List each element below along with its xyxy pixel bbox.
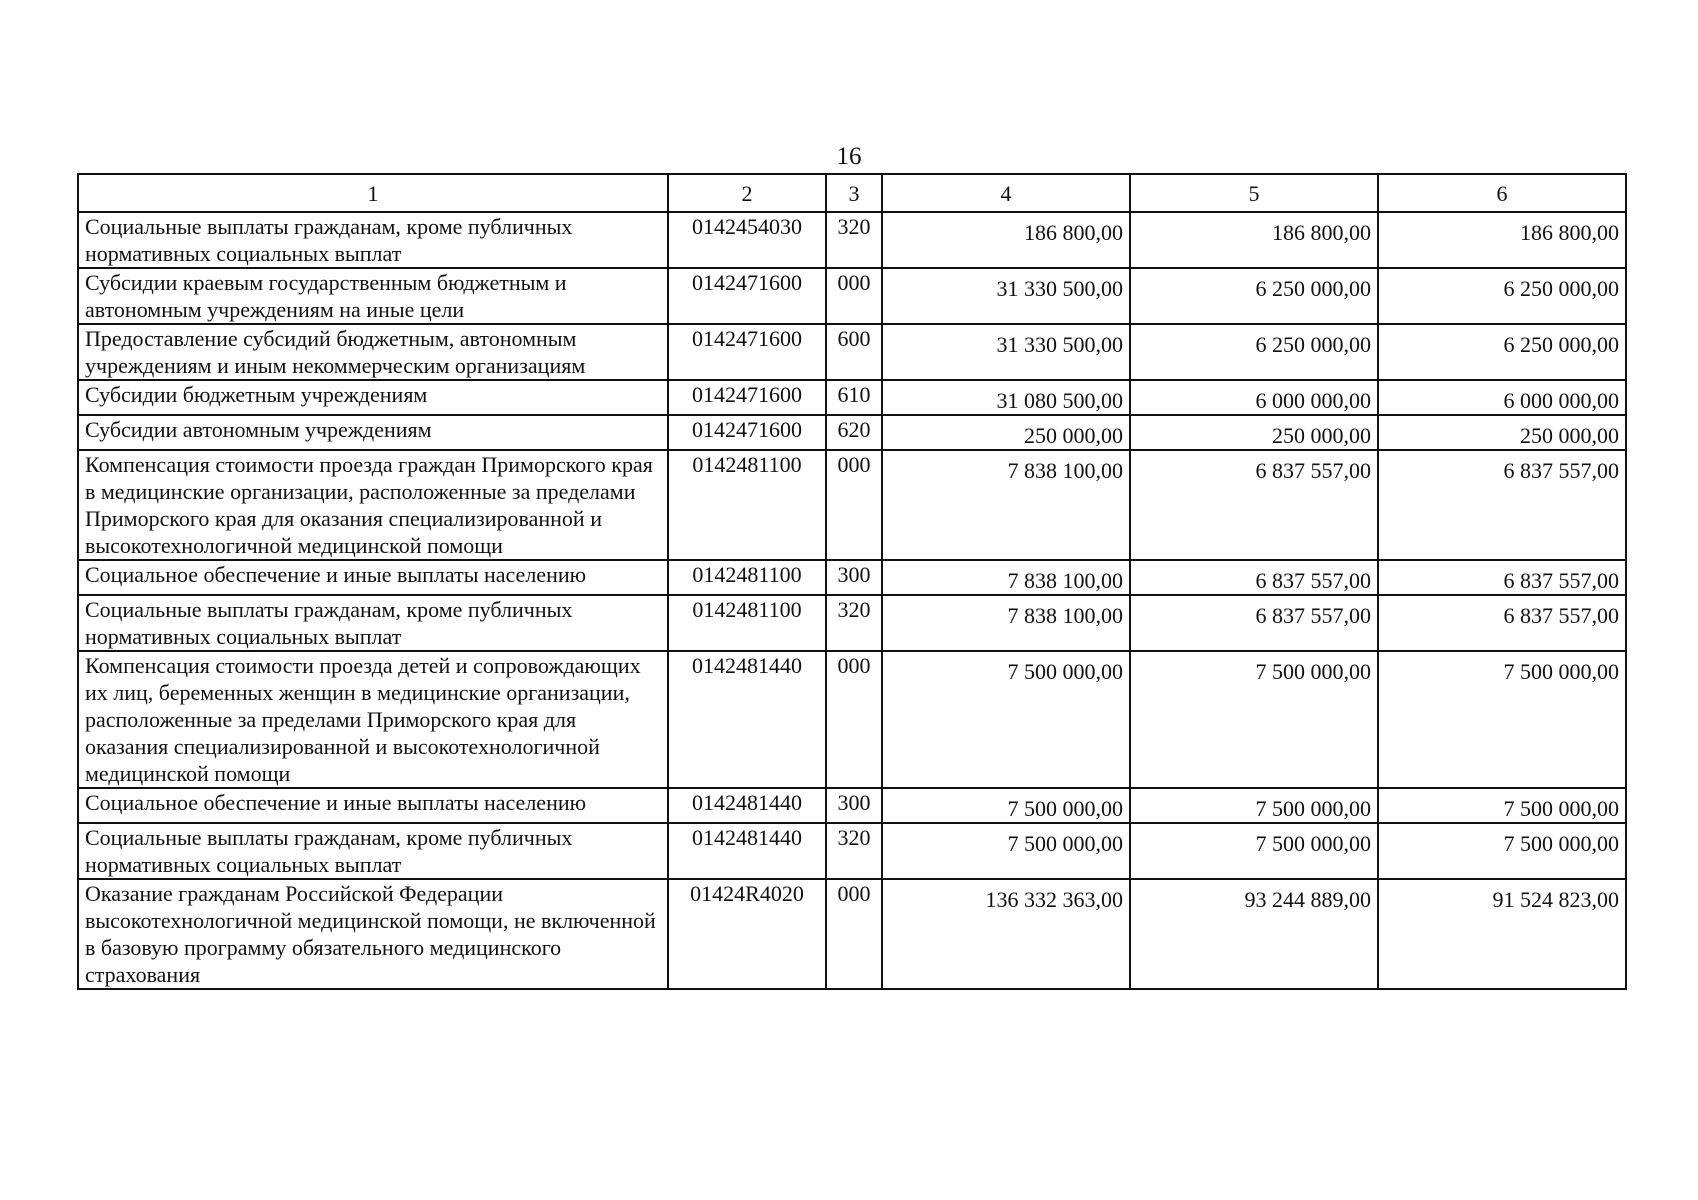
- target-code: 0142471600: [668, 415, 826, 450]
- amount-col4: 7 500 000,00: [1007, 659, 1123, 684]
- amount-col4: 136 332 363,00: [985, 887, 1123, 912]
- table-row: [78, 268, 1626, 324]
- expense-name: Субсидии автономным учреждениям: [78, 415, 668, 450]
- table-row: [78, 380, 1626, 415]
- amount-col5: 7 500 000,00: [1255, 796, 1371, 821]
- expense-name: Оказание гражданам Российской Федерации высокотехнологичной медицинской помощи, не включенной в базовую программу обязательного медицинского страхования: [78, 879, 668, 989]
- table-row: [78, 324, 1626, 380]
- expense-type: 000: [826, 879, 882, 989]
- amount-col4: 186 800,00: [1024, 220, 1123, 245]
- table-header-row: [78, 174, 1626, 212]
- amount-col5: 6 250 000,00: [1255, 332, 1371, 357]
- amount-col6: 91 524 823,00: [1492, 887, 1619, 912]
- expense-type: 300: [826, 560, 882, 595]
- amount-col6: 7 500 000,00: [1503, 831, 1619, 856]
- amount-col4: 7 838 100,00: [1007, 603, 1123, 628]
- column-header: 3: [826, 174, 882, 212]
- amount-col4: 31 080 500,00: [996, 388, 1123, 413]
- target-code: 0142481100: [668, 595, 826, 651]
- amount-col6: 7 500 000,00: [1503, 659, 1619, 684]
- amount-col5: 7 500 000,00: [1255, 831, 1371, 856]
- target-code: 0142481440: [668, 788, 826, 823]
- amount-col5: 6 000 000,00: [1255, 388, 1371, 413]
- expense-name: Социальные выплаты гражданам, кроме публичных нормативных социальных выплат: [78, 212, 668, 268]
- amount-col5: 250 000,00: [1272, 423, 1371, 448]
- amount-col4: 7 500 000,00: [1007, 796, 1123, 821]
- amount-col4: 31 330 500,00: [996, 276, 1123, 301]
- expense-name: Социальное обеспечение и иные выплаты населению: [78, 788, 668, 823]
- column-header: 5: [1130, 174, 1378, 212]
- expense-type: 000: [826, 651, 882, 788]
- amount-col6: 6 250 000,00: [1503, 332, 1619, 357]
- column-header: 6: [1378, 174, 1626, 212]
- amount-col4: 7 838 100,00: [1007, 568, 1123, 593]
- amount-col5: 6 837 557,00: [1255, 568, 1371, 593]
- amount-col6: 7 500 000,00: [1503, 796, 1619, 821]
- amount-col4: 250 000,00: [1024, 423, 1123, 448]
- expense-name: Социальные выплаты гражданам, кроме публичных нормативных социальных выплат: [78, 823, 668, 879]
- target-code: 0142481100: [668, 450, 826, 560]
- table-row: [78, 823, 1626, 879]
- amount-col4: 7 500 000,00: [1007, 831, 1123, 856]
- expense-name: Социальное обеспечение и иные выплаты населению: [78, 560, 668, 595]
- amount-col6: 250 000,00: [1520, 423, 1619, 448]
- target-code: 0142471600: [668, 324, 826, 380]
- table-row: [78, 595, 1626, 651]
- target-code: 01424R4020: [668, 879, 826, 989]
- amount-col5: 7 500 000,00: [1255, 659, 1371, 684]
- table-row: [78, 560, 1626, 595]
- amount-col5: 6 250 000,00: [1255, 276, 1371, 301]
- table-row: [78, 788, 1626, 823]
- expense-name: Компенсация стоимости проезда граждан Приморского края в медицинские организации, расположенные за пределами Приморского края для оказания специализированной и высокотехнологичной медицинской помощи: [78, 450, 668, 560]
- table-row: [78, 415, 1626, 450]
- expense-type: 300: [826, 788, 882, 823]
- amount-col5: 186 800,00: [1272, 220, 1371, 245]
- expense-type: 000: [826, 268, 882, 324]
- expense-type: 000: [826, 450, 882, 560]
- expense-type: 600: [826, 324, 882, 380]
- column-header: 2: [668, 174, 826, 212]
- column-header: 1: [78, 174, 668, 212]
- expense-type: 620: [826, 415, 882, 450]
- expense-type: 320: [826, 212, 882, 268]
- expense-type: 320: [826, 823, 882, 879]
- table-row: [78, 450, 1626, 560]
- target-code: 0142481440: [668, 823, 826, 879]
- expense-name: Социальные выплаты гражданам, кроме публичных нормативных социальных выплат: [78, 595, 668, 651]
- amount-col4: 7 838 100,00: [1007, 458, 1123, 483]
- amount-col6: 6 250 000,00: [1503, 276, 1619, 301]
- table-row: [78, 651, 1626, 788]
- amount-col5: 6 837 557,00: [1255, 603, 1371, 628]
- expense-type: 320: [826, 595, 882, 651]
- amount-col6: 6 837 557,00: [1503, 458, 1619, 483]
- amount-col6: 6 000 000,00: [1503, 388, 1619, 413]
- expense-type: 610: [826, 380, 882, 415]
- target-code: 0142471600: [668, 268, 826, 324]
- expense-name: Компенсация стоимости проезда детей и сопровождающих их лиц, беременных женщин в медицинские организации, расположенные за пределами Приморского края для оказания специализированной и высокотехнологичной медицинской помощи: [78, 651, 668, 788]
- target-code: 0142481100: [668, 560, 826, 595]
- page-number: 16: [836, 143, 862, 170]
- budget-table: [77, 173, 1627, 990]
- target-code: 0142454030: [668, 212, 826, 268]
- target-code: 0142471600: [668, 380, 826, 415]
- expense-name: Предоставление субсидий бюджетным, автономным учреждениям и иным некоммерческим организациям: [78, 324, 668, 380]
- table-row: [78, 879, 1626, 989]
- expense-name: Субсидии бюджетным учреждениям: [78, 380, 668, 415]
- expense-name: Субсидии краевым государственным бюджетным и автономным учреждениям на иные цели: [78, 268, 668, 324]
- amount-col6: 186 800,00: [1520, 220, 1619, 245]
- amount-col5: 93 244 889,00: [1244, 887, 1371, 912]
- amount-col6: 6 837 557,00: [1503, 603, 1619, 628]
- amount-col4: 31 330 500,00: [996, 332, 1123, 357]
- table-row: [78, 212, 1626, 268]
- column-header: 4: [882, 174, 1130, 212]
- amount-col6: 6 837 557,00: [1503, 568, 1619, 593]
- amount-col5: 6 837 557,00: [1255, 458, 1371, 483]
- target-code: 0142481440: [668, 651, 826, 788]
